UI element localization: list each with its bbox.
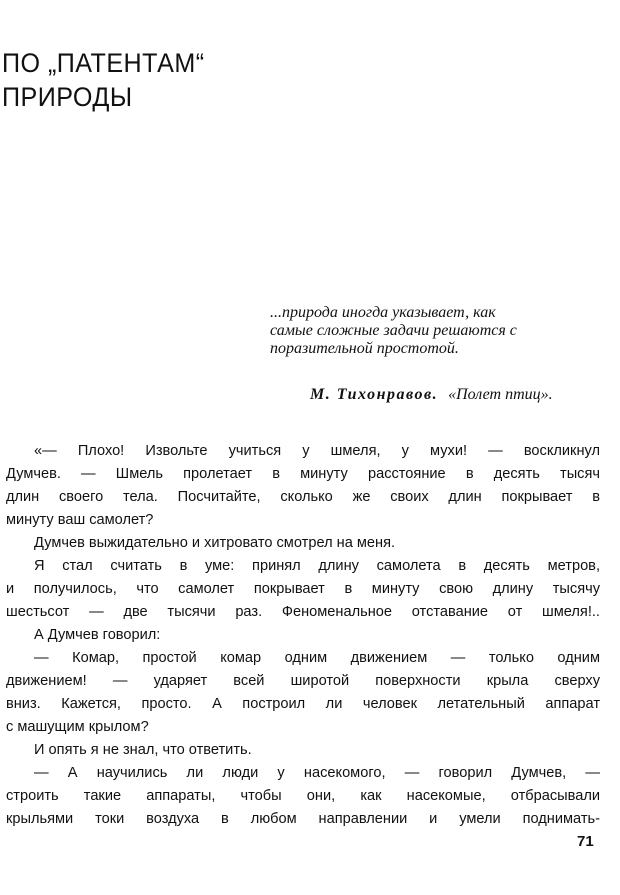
chapter-title-line-2: ПРИРОДЫ [2, 82, 133, 112]
chapter-title [2, 46, 205, 114]
body-text [6, 440, 600, 831]
epigraph-author: М. Тихонравов. [310, 386, 439, 403]
text-line: и получилось, что самолет покрывает в минуту свою длину тысячу [6, 581, 600, 597]
epigraph-source: «Полет птиц». [448, 386, 553, 403]
text-line: длин своего тела. Посчитайте, сколько же своих длин покрывает в [6, 489, 600, 505]
text-line: «— Плохо! Извольте учиться у шмеля, у мухи! — воскликнул [34, 443, 600, 459]
text-line: А Думчев говорил: [34, 627, 161, 643]
text-line: — А научились ли люди у насекомого, — говорил Думчев, — [34, 765, 600, 781]
epigraph-line: самые сложные задачи решаются с [270, 322, 517, 339]
text-line: движением! — ударяет всей широтой поверхности крыла сверху [6, 673, 600, 689]
text-line: крыльями токи воздуха в любом направлении и умели поднимать- [6, 811, 600, 827]
text-line: шестьсот — две тысячи раз. Феноменальное отставание от шмеля!.. [6, 604, 600, 620]
epigraph-attribution [310, 386, 553, 404]
text-line: минуту ваш самолет? [6, 512, 154, 528]
text-line: Думчев выжидательно и хитровато смотрел на меня. [34, 535, 396, 551]
text-line: строить такие аппараты, чтобы они, как насекомые, отбрасывали [6, 788, 600, 804]
epigraph-line: поразительной простотой. [270, 340, 459, 357]
text-line: И опять я не знал, что ответить. [34, 742, 252, 758]
chapter-title-line-1: ПО „ПАТЕНТАМ“ [2, 48, 205, 78]
text-line: Думчев. — Шмель пролетает в минуту расстояние в десять тысяч [6, 466, 600, 482]
text-line: с машущим крылом? [6, 719, 149, 735]
text-line: вниз. Кажется, просто. А построил ли человек летательный аппарат [6, 696, 600, 712]
page-number: 71 [577, 833, 594, 850]
text-line: — Комар, простой комар одним движением — только одним [34, 650, 600, 666]
text-line: Я стал считать в уме: принял длину самолета в десять метров, [34, 558, 600, 574]
epigraph [270, 304, 590, 358]
epigraph-line: ...природа иногда указывает, как [270, 304, 496, 321]
